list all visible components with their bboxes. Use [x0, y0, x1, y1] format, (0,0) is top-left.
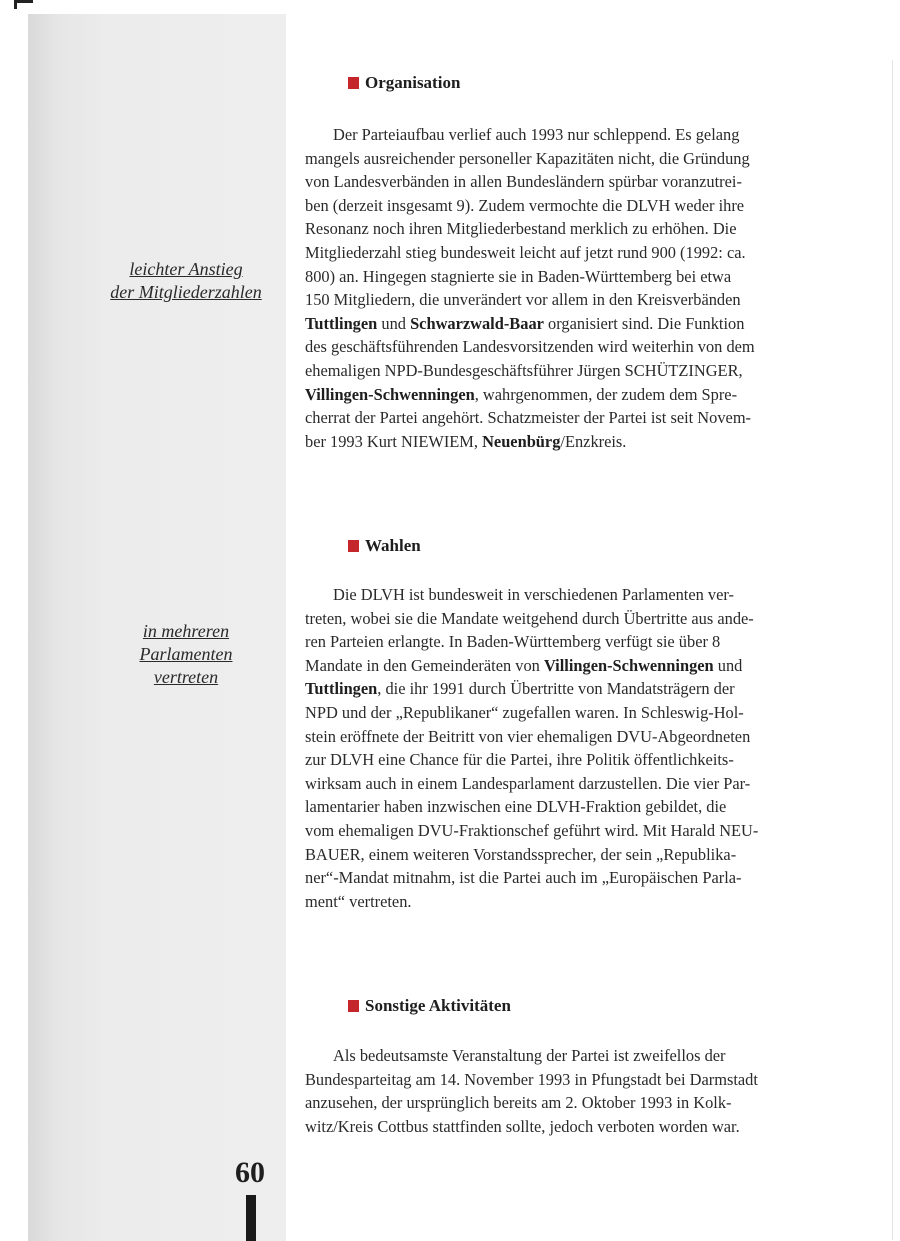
paragraph-line — [305, 217, 809, 241]
paragraph-organisation — [305, 123, 809, 453]
paragraph-line — [305, 583, 809, 607]
bold-term: Schwarzwald-Baar — [410, 313, 544, 333]
bold-term: Villingen-Schwenningen — [305, 384, 475, 404]
text-run: treten, wobei sie die Mandate weitgehend durch Übertritte aus ande- — [305, 608, 754, 628]
paragraph-line — [305, 772, 809, 796]
section-heading-sonstige — [348, 995, 511, 1017]
paragraph-line — [305, 748, 809, 772]
text-run: Die DLVH ist bundesweit in verschiedenen Parlamenten ver- — [333, 585, 734, 604]
text-run: cherrat der Partei angehört. Schatzmeister der Partei ist seit Novem- — [305, 408, 752, 428]
text-run: ren Parteien erlangte. In Baden-Württemberg verfügt sie über 8 — [305, 632, 721, 652]
paragraph-line — [305, 194, 809, 218]
text-run: Als bedeutsamste Veranstaltung der Partei ist zweifellos der — [333, 1046, 726, 1065]
paragraph-line — [305, 383, 809, 407]
text-run: 800) an. Hingegen stagnierte sie in Baden-Württemberg bei etwa — [305, 266, 732, 286]
section-heading-text: Sonstige Aktivitäten — [365, 996, 511, 1015]
text-run: mangels ausreichender personeller Kapazitäten nicht, die Gründung — [305, 148, 750, 168]
text-run: ment“ vertreten. — [305, 891, 412, 911]
paragraph-line — [305, 288, 809, 312]
text-run: ehemaligen NPD-Bundesgeschäftsführer Jürgen SCHÜTZINGER, — [305, 360, 743, 380]
section-heading-text: Organisation — [365, 73, 461, 92]
paragraph-wahlen — [305, 583, 809, 913]
text-run: witz/Kreis Cottbus stattfinden sollte, jedoch verboten worden war. — [305, 1116, 740, 1136]
page-number-bar — [246, 1195, 256, 1241]
text-run: und — [377, 313, 411, 333]
text-run: 150 Mitgliedern, die unverändert vor allem in den Kreisverbänden — [305, 290, 741, 310]
paragraph-line — [305, 843, 809, 867]
marginal-note-line: in mehreren — [142, 621, 230, 641]
paragraph-line — [305, 654, 809, 678]
paragraph-line — [305, 430, 809, 454]
text-run: anzusehen, der ursprünglich bereits am 2. Oktober 1993 in Kolk- — [305, 1093, 732, 1113]
paragraph-line — [305, 335, 809, 359]
marginal-note-membership — [86, 258, 286, 304]
text-run: , die ihr 1991 durch Übertritte von Mandatsträgern der — [377, 679, 735, 699]
scan-edge-line — [892, 60, 893, 1240]
paragraph-line — [305, 890, 809, 914]
section-marker-icon — [348, 540, 359, 552]
text-run: ner“-Mandat mitnahm, ist die Partei auch im „Europäischen Parla- — [305, 868, 742, 888]
text-run: Mitgliederzahl stieg bundesweit leicht auf jetzt rund 900 (1992: ca. — [305, 242, 746, 262]
paragraph-line — [305, 170, 809, 194]
bold-term: Tuttlingen — [305, 679, 378, 699]
paragraph-line — [305, 701, 809, 725]
text-run: von Landesverbänden in allen Bundesländern spürbar voranzutrei- — [305, 172, 742, 192]
text-run: des geschäftsführenden Landesvorsitzenden wird weiterhin von dem — [305, 337, 755, 357]
text-run: stein eröffnete der Beitritt von vier ehemaligen DVU-Abgeordneten — [305, 726, 751, 746]
text-run: wirksam auch in einem Landesparlament darzustellen. Die vier Par- — [305, 773, 751, 793]
paragraph-line — [305, 866, 809, 890]
text-run: , wahrgenommen, der zudem dem Spre- — [474, 384, 738, 404]
text-run: Der Parteiaufbau verlief auch 1993 nur schleppend. Es gelang — [333, 125, 740, 144]
paragraph-line — [305, 147, 809, 171]
bold-term: Neuenbürg — [482, 431, 561, 451]
section-heading-text: Wahlen — [365, 536, 421, 555]
paragraph-line — [305, 241, 809, 265]
section-heading-organisation — [348, 72, 460, 94]
marginal-note-line: der Mitgliederzahlen — [110, 282, 262, 302]
paragraph-line — [305, 359, 809, 383]
text-run: Bundesparteitag am 14. November 1993 in Pfungstadt bei Darmstadt — [305, 1069, 758, 1089]
text-run: Mandate in den Gemeinderäten von — [305, 655, 544, 675]
text-run: BAUER, einem weiteren Vorstandssprecher, der sein „Republika- — [305, 844, 737, 864]
text-run: NPD und der „Republikaner“ zugefallen waren. In Schleswig-Hol- — [305, 702, 744, 722]
text-run: zur DLVH eine Chance für die Partei, ihre Politik öffentlichkeits- — [305, 750, 734, 770]
paragraph-line — [305, 607, 809, 631]
paragraph-line — [305, 630, 809, 654]
paragraph-line — [305, 795, 809, 819]
text-run: und — [713, 655, 743, 675]
marginal-note-line: vertreten — [153, 667, 219, 687]
bold-term: Villingen-Schwenningen — [543, 655, 714, 675]
crop-mark — [14, 0, 33, 9]
paragraph-line — [305, 1091, 809, 1115]
paragraph-sonstige — [305, 1044, 809, 1138]
paragraph-line — [305, 123, 809, 147]
page-number: 60 — [235, 1156, 265, 1189]
section-marker-icon — [348, 1000, 359, 1012]
bold-term: Tuttlingen — [305, 313, 378, 333]
text-run: ben (derzeit insgesamt 9). Zudem vermochte die DLVH weder ihre — [305, 195, 745, 215]
paragraph-line — [305, 725, 809, 749]
marginal-note-parliaments — [86, 620, 286, 689]
paragraph-line — [305, 312, 809, 336]
section-heading-wahlen — [348, 535, 421, 557]
section-marker-icon — [348, 77, 359, 89]
text-run: organisiert sind. Die Funktion — [543, 313, 745, 333]
text-run: lamentarier haben inzwischen eine DLVH-Fraktion gebildet, die — [305, 797, 727, 817]
text-run: /Enzkreis. — [560, 431, 627, 451]
text-run: ber 1993 Kurt NIEWIEM, — [305, 431, 483, 451]
paragraph-line — [305, 265, 809, 289]
paragraph-line — [305, 406, 809, 430]
marginal-note-line: Parlamenten — [139, 644, 233, 664]
paragraph-line — [305, 677, 809, 701]
paragraph-line — [305, 819, 809, 843]
text-run: vom ehemaligen DVU-Fraktionschef geführt wird. Mit Harald NEU- — [305, 820, 759, 840]
paragraph-line — [305, 1068, 809, 1092]
paragraph-line — [305, 1044, 809, 1068]
text-run: Resonanz noch ihren Mitgliederbestand merklich zu erhöhen. Die — [305, 219, 737, 239]
marginal-note-line: leichter Anstieg — [129, 259, 243, 279]
paragraph-line — [305, 1115, 809, 1139]
